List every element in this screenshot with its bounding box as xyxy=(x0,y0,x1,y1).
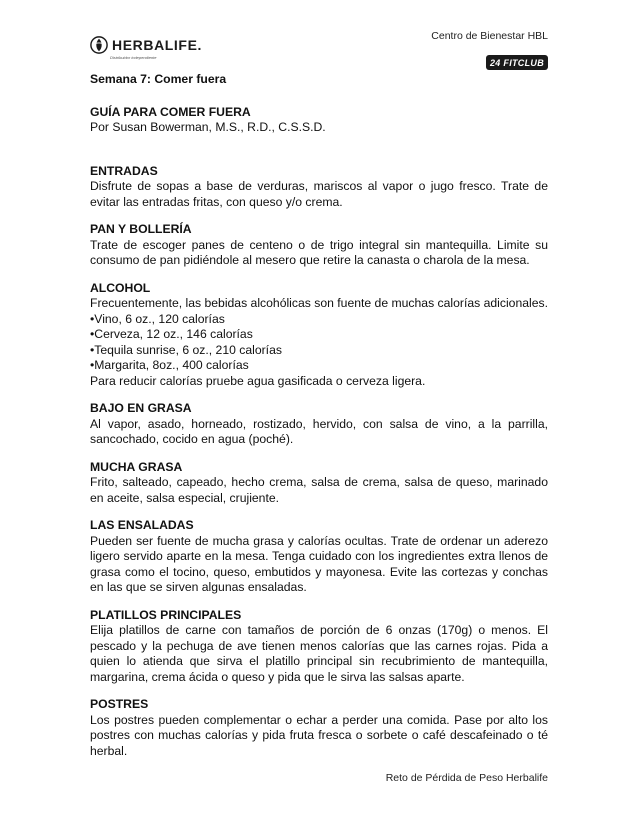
section-text: Trate de escoger panes de centeno o de trigo integral sin mantequilla. Limite su consumo de pan pidiéndole al mesero que retire la canasta o charola de la mesa. xyxy=(90,237,548,267)
list-item: • Cerveza, 12 oz., 146 calorías xyxy=(90,327,548,343)
section-text: Elija platillos de carne con tamaños de porción de 6 onzas (170g) o menos. El pescado y la pechuga de ave tienen menos calorías que las carnes rojas. Pida a quien lo atienda que sirva el platillo principal sin recubrimiento de mantequilla, margarina, crema ácida o queso y pida que le sirva las salsas aparte. xyxy=(90,623,548,684)
fitclub-badge: 24 FITCLUB xyxy=(486,55,548,70)
week-title: Semana 7: Comer fuera xyxy=(90,72,227,86)
section-text: Los postres pueden complementar o echar a perder una comida. Pase por alto los postres con muchas calorías y pida fruta fresca o sorbete o café descafeinado o té herbal. xyxy=(90,712,548,758)
guide-title: GUÍA PARA COMER FUERA xyxy=(90,104,251,119)
list-item: • Vino, 6 oz., 120 calorías xyxy=(90,312,548,328)
section-text: Disfrute de sopas a base de verduras, mariscos al vapor o jugo fresco. Trate de evitar las entradas fritas, con queso y/o crema. xyxy=(90,179,548,209)
section-heading: PAN Y BOLLERÍA xyxy=(90,222,192,236)
section-text: Al vapor, asado, horneado, rostizado, hervido, con salsa de vino, a la parrilla, sancochado, cocido en agua (poché). xyxy=(90,416,548,446)
calorie-list xyxy=(90,312,548,374)
section-text: Frecuentemente, las bebidas alcohólicas son fuente de muchas calorías adicionales. xyxy=(90,296,548,310)
herbalife-leaf-icon xyxy=(90,36,108,54)
list-item: • Margarita, 8oz., 400 calorías xyxy=(90,358,548,374)
section-heading: PLATILLOS PRINCIPALES xyxy=(90,607,242,622)
document-body xyxy=(90,72,548,771)
section-entradas xyxy=(90,164,548,211)
section-heading: LAS ENSALADAS xyxy=(90,518,194,532)
section-heading: ENTRADAS xyxy=(90,163,158,178)
brand-name: HERBALIFE. xyxy=(112,37,202,53)
page-footer: Reto de Pérdida de Peso Herbalife xyxy=(385,772,548,784)
section-text: Frito, salteado, capeado, hecho crema, salsa de crema, salsa de queso, marinado en aceite, salsa especial, crujiente. xyxy=(90,475,548,505)
section-postres xyxy=(90,697,548,759)
section-heading: POSTRES xyxy=(90,697,149,711)
herbalife-logo xyxy=(90,36,202,54)
author-line: Por Susan Bowerman, M.S., R.D., C.S.S.D. xyxy=(90,120,326,134)
section-ensaladas xyxy=(90,518,548,596)
center-name: Centro de Bienestar HBL xyxy=(431,30,548,42)
section-alcohol xyxy=(90,281,548,390)
section-heading: ALCOHOL xyxy=(90,280,151,295)
section-heading: MUCHA GRASA xyxy=(90,459,183,474)
section-text: Pueden ser fuente de mucha grasa y calorías ocultas. Trate de ordenar un aderezo ligero servido aparte en la mesa. Tenga cuidado con los ingredientes extra llenos de grasa como el tocino, queso, embutidos y mayonesa. Evite las cortezas y conchas en las que se sirven algunas ensaladas. xyxy=(90,533,548,594)
section-platillos-principales xyxy=(90,608,548,686)
section-note: Para reducir calorías pruebe agua gasificada o cerveza ligera. xyxy=(90,373,426,388)
section-pan-bolleria xyxy=(90,222,548,269)
section-heading: BAJO EN GRASA xyxy=(90,401,192,415)
section-mucha-grasa xyxy=(90,460,548,507)
list-item: • Tequila sunrise, 6 oz., 210 calorías xyxy=(90,343,548,359)
brand-tagline: Distribuidor independiente xyxy=(110,55,157,60)
section-bajo-en-grasa xyxy=(90,401,548,448)
